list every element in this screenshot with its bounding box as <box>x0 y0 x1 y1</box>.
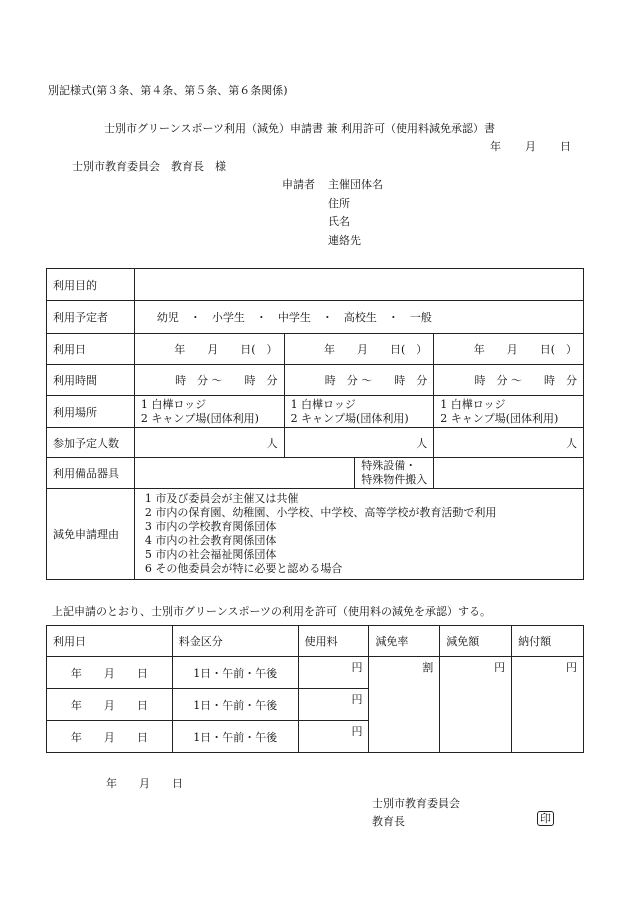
row2-date[interactable]: 年 月 日 <box>47 689 173 721</box>
header-reduction: 減免額 <box>440 626 512 657</box>
people-label: 参加予定人数 <box>47 428 135 458</box>
row3-fee[interactable]: 円 <box>298 721 369 753</box>
footer-title: 教育長 <box>372 815 405 828</box>
time-slot-2[interactable]: 時 分 〜 時 分 <box>284 365 434 396</box>
place-options-2[interactable]: 1 白樺ロッジ 2 キャンプ場(団体利用) <box>284 396 434 428</box>
reason-6[interactable]: 6 その他委員会が特に必要と認める場合 <box>144 562 343 575</box>
special-equipment-field[interactable] <box>434 458 584 489</box>
reason-3[interactable]: 3 市内の学校教育関係団体 <box>144 520 277 533</box>
equipment-label: 利用備品器具 <box>47 458 135 489</box>
header-fee: 使用料 <box>298 626 369 657</box>
row1-fee[interactable]: 円 <box>298 657 369 689</box>
rate-cell[interactable]: 割 <box>369 657 440 753</box>
date-line: 年 月 日 <box>490 140 571 153</box>
row1-date[interactable]: 年 月 日 <box>47 657 173 689</box>
header-date: 利用日 <box>47 626 173 657</box>
reason-2[interactable]: 2 市内の保育園、幼稚園、小学校、中学校、高等学校が教育活動で利用 <box>144 506 497 519</box>
reason-4[interactable]: 4 市内の社会教育関係団体 <box>144 534 277 547</box>
reason-label: 減免申請理由 <box>47 489 135 580</box>
reason-5[interactable]: 5 市内の社会福祉関係団体 <box>144 548 277 561</box>
time-slot-3[interactable]: 時 分 〜 時 分 <box>434 365 584 396</box>
payment-cell[interactable]: 円 <box>512 657 584 753</box>
row2-fee-type[interactable]: 1日・午前・午後 <box>172 689 298 721</box>
date-label: 利用日 <box>47 334 135 365</box>
date-slot-3[interactable]: 年 月 日( ） <box>434 334 584 365</box>
row3-date[interactable]: 年 月 日 <box>47 721 173 753</box>
row2-fee[interactable]: 円 <box>298 689 369 721</box>
approval-table <box>46 625 584 753</box>
approval-statement: 上記申請のとおり、士別市グリーンスポーツの利用を許可（使用料の減免を承認）する。 <box>52 605 492 618</box>
people-count-3[interactable]: 人 <box>434 428 584 458</box>
purpose-label: 利用目的 <box>47 269 135 301</box>
reason-1[interactable]: 1 市及び委員会が主催又は共催 <box>144 492 299 505</box>
footer-date: 年 月 日 <box>106 777 183 790</box>
addressee: 士別市教育委員会 教育長 様 <box>72 160 226 173</box>
header-rate: 減免率 <box>369 626 440 657</box>
form-reference: 別記様式(第３条、第４条、第５条、第６条関係) <box>48 84 288 97</box>
date-slot-2[interactable]: 年 月 日( ） <box>284 334 434 365</box>
header-fee-type: 料金区分 <box>172 626 298 657</box>
applicant-contact: 連絡先 <box>328 234 361 247</box>
reason-options[interactable] <box>134 489 583 580</box>
document-title: 士別市グリーンスポーツ利用（減免）申請書 兼 利用許可（使用料減免承認）書 <box>104 122 496 135</box>
special-equipment-label: 特殊設備・ 特殊物件搬入 <box>355 458 434 489</box>
application-table <box>46 268 584 580</box>
applicant-organizer: 主催団体名 <box>328 178 383 191</box>
place-options-3[interactable]: 1 白樺ロッジ 2 キャンプ場(団体利用) <box>434 396 584 428</box>
date-slot-1[interactable]: 年 月 日( ） <box>134 334 284 365</box>
users-label: 利用予定者 <box>47 301 135 334</box>
applicant-name: 氏名 <box>328 215 350 228</box>
users-options[interactable]: 幼児 ・ 小学生 ・ 中学生 ・ 高校生 ・ 一般 <box>134 301 583 334</box>
reduction-cell[interactable]: 円 <box>440 657 512 753</box>
applicant-label: 申請者 <box>282 178 315 191</box>
people-count-1[interactable]: 人 <box>134 428 284 458</box>
row1-fee-type[interactable]: 1日・午前・午後 <box>172 657 298 689</box>
time-label: 利用時間 <box>47 365 135 396</box>
row3-fee-type[interactable]: 1日・午前・午後 <box>172 721 298 753</box>
seal-mark: 印 <box>537 811 554 826</box>
place-label: 利用場所 <box>47 396 135 428</box>
header-payment: 納付額 <box>512 626 584 657</box>
footer-issuer: 士別市教育委員会 <box>372 797 460 810</box>
time-slot-1[interactable]: 時 分 〜 時 分 <box>134 365 284 396</box>
people-count-2[interactable]: 人 <box>284 428 434 458</box>
applicant-address: 住所 <box>328 197 350 210</box>
place-options-1[interactable]: 1 白樺ロッジ 2 キャンプ場(団体利用) <box>134 396 284 428</box>
equipment-field[interactable] <box>134 458 354 489</box>
purpose-field[interactable] <box>134 269 583 301</box>
